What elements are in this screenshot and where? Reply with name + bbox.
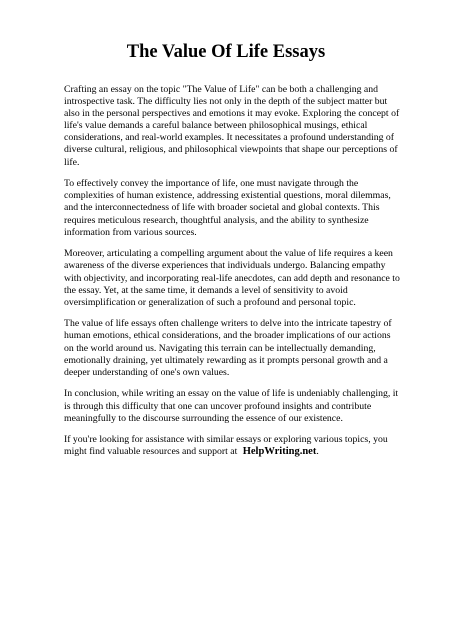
- paragraph-2: To effectively convey the importance of life, one must navigate through the complexities of human existence, addressing existential questions, moral dilemmas, and the interconnectedness of life with broader societal and global contexts. This requires meticulous research, thoughtful analysis, and the ability to synthesize information from various sources.: [64, 178, 391, 238]
- paragraph-5: In conclusion, while writing an essay on the value of life is undeniably challenging, it is through this difficulty that one can uncover profound insights and contribute meaningfully to the discourse surrounding the essence of our existence.: [64, 388, 399, 424]
- closing-text: If you're looking for assistance with similar essays or exploring various topics, you might find valuable resources and support at: [64, 434, 388, 458]
- paragraph-4: The value of life essays often challenge writers to delve into the intricate tapestry of human emotions, ethical considerations, and the broader implications of our actions on the world around us. Navigating this terrain can be intellectually demanding, emotionally draining, yet ultimately rewarding as it prompts personal growth and a deeper understanding of one's own values.: [64, 318, 392, 378]
- paragraph-3: Moreover, articulating a compelling argument about the value of life requires a keen awareness of the diverse experiences that individuals undergo. Balancing empathy with objectivity, and incorporating real-life anecdotes, can add depth and resonance to the essay. Yet, at the same time, it demands a level of sensitivity to avoid oversimplification or generalization of such a profound and personal topic.: [64, 248, 400, 308]
- closing-paragraph: [64, 434, 400, 458]
- helpwriting-link[interactable]: HelpWriting.net: [242, 446, 317, 458]
- document-body: [64, 84, 400, 468]
- paragraph-1: Crafting an essay on the topic "The Value of Life" can be both a challenging and introspective task. The difficulty lies not only in the depth of the subject matter but also in the personal perspectives and emotions it may evoke. Exploring the concept of life's value demands a careful balance between philosophical musings, ethical considerations, and real-world examples. It necessitates a profound understanding of diverse cultural, religious, and philosophical viewpoints that shape our perceptions of life.: [64, 84, 400, 168]
- closing-period: .: [316, 446, 319, 458]
- document-title: The Value Of Life Essays: [126, 42, 326, 62]
